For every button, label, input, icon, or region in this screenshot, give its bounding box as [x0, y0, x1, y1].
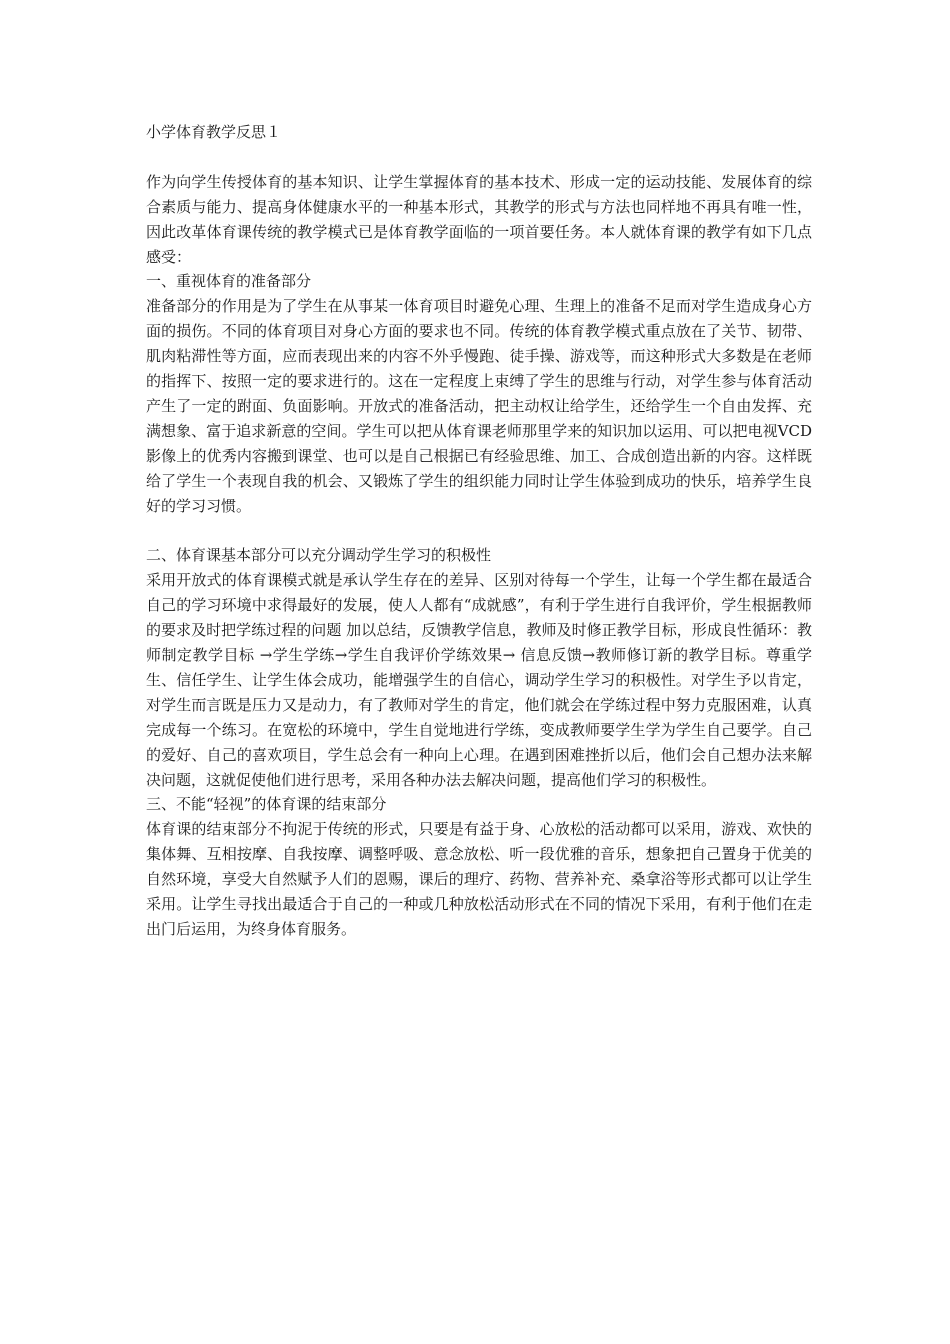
section-1-heading: 一、重视体育的准备部分 [146, 272, 312, 291]
intro-paragraph: 作为向学生传授体育的基本知识、让学生掌握体育的基本技术、形成一定的运动技能、发展体育的综合素质与能力、提高身体健康水平的一种基本形式，其教学的形式与方法也同样地不再具有唯一性，因此改革体育课传统的教学模式已是体育教学面临的一项首要任务。本人就体育课的教学有如下几点感受： [146, 172, 812, 266]
section-3-heading: 三、不能“轻视”的体育课的结束部分 [146, 795, 387, 814]
document-content [146, 120, 812, 942]
section-2-heading: 二、体育课基本部分可以充分调动学生学习的积极性 [146, 546, 492, 565]
blank-line [146, 518, 812, 543]
document-title: 小学体育教学反思１ [146, 123, 282, 141]
section-3-body: 体育课的结束部分不拘泥于传统的形式，只要是有益于身、心放松的活动都可以采用，游戏、欢快的集体舞、互相按摩、自我按摩、调整呼吸、意念放松、听一段优雅的音乐，想象把自己置身于优美的自然环境，享受大自然赋予人们的恩赐，课后的理疗、药物、营养补充、桑拿浴等形式都可以让学生采用。让学生寻找出最适合于自己的一种或几种放松活动形式在不同的情况下采用，有利于他们在走出门后运用，为终身体育服务。 [146, 820, 812, 938]
blank-line [146, 145, 812, 170]
section-2-body: 采用开放式的体育课模式就是承认学生存在的差异、区别对待每一个学生，让每一个学生都在最适合自己的学习环境中求得最好的发展，使人人都有“成就感”，有利于学生进行自我评价，学生根据教师的要求及时把学练过程的问题 加以总结，反馈教学信息，教师及时修正教学目标，形成良性循环：教师制定教学目标 →学生学练→学生自我评价学练效果→ 信息反馈→教师修订新的教学目标。尊重学生、信任学生、让学生体会成功，能增强学生的自信心，调动学生学习的积极性。对学生予以肯定，对学生而言既是压力又是动力，有了教师对学生的肯定，他们就会在学练过程中努力克服困难，认真完成每一个练习。在宽松的环境中，学生自觉地进行学练，变成教师要学生学为学生自己要学。自己的爱好、自己的喜欢项目，学生总会有一种向上心理。在遇到困难挫折以后，他们会自己想办法来解决问题，这就促使他们进行思考，采用各种办法去解决问题，提高他们学习的积极性。 [146, 571, 812, 789]
section-1-body: 准备部分的作用是为了学生在从事某一体育项目时避免心理、生理上的准备不足而对学生造成身心方面的损伤。不同的体育项目对身心方面的要求也不同。传统的体育教学模式重点放在了关节、韧带、肌肉粘滞性等方面，应而表现出来的内容不外乎慢跑、徒手操、游戏等，而这种形式大多数是在老师的指挥下、按照一定的要求进行的。这在一定程度上束缚了学生的思维与行动，对学生参与体育活动产生了一定的跗面、负面影响。开放式的准备活动，把主动权让给学生，还给学生一个自由发挥、充满想象、富于追求新意的空间。学生可以把从体育课老师那里学来的知识加以运用、可以把电视VCD影像上的优秀内容搬到课堂、也可以是自己根据已有经验思维、加工、合成创造出新的内容。这样既给了学生一个表现自我的机会、又锻炼了学生的组织能力同时让学生体验到成功的快乐，培养学生良好的学习习惯。 [146, 297, 812, 515]
